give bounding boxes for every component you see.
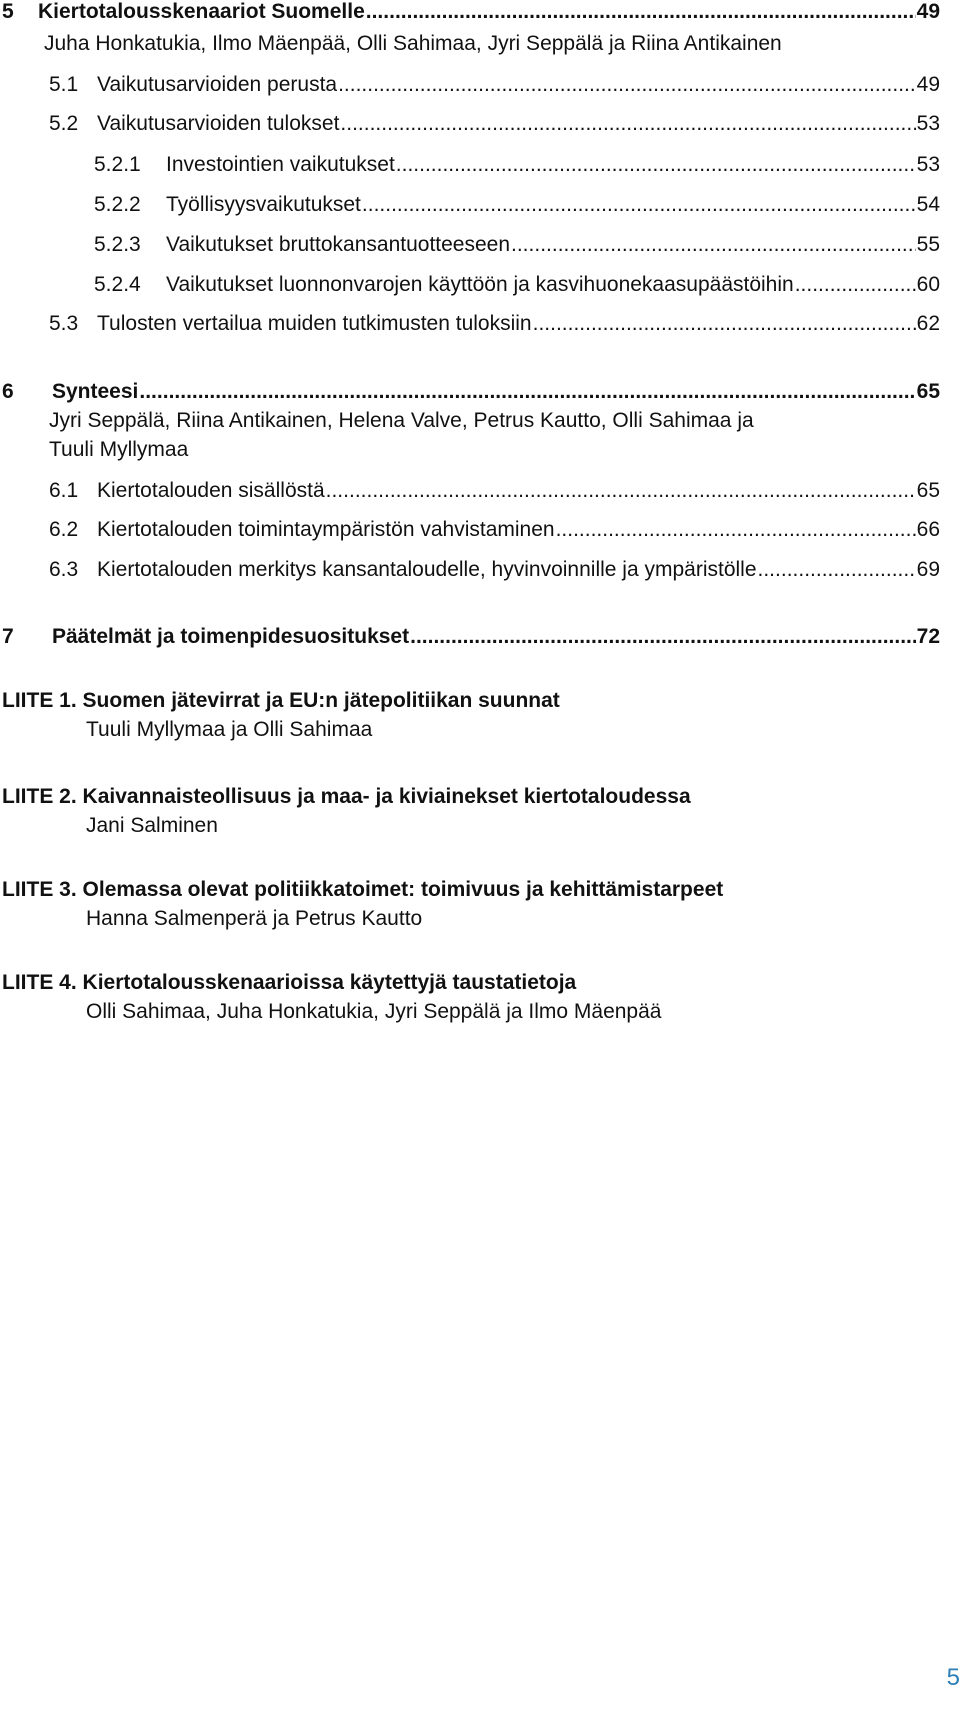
toc-number: 6.3 [49,558,79,581]
toc-number: 5.2.3 [94,233,141,256]
toc-page-number: 65 [916,479,940,502]
toc-page-number: 60 [916,273,940,296]
dot-leader [366,0,916,24]
toc-page-number: 53 [916,153,940,176]
appendix-3-heading[interactable] [2,878,723,902]
toc-entry-6-1[interactable] [49,479,940,503]
dot-leader [795,273,916,297]
appendix-label: LIITE 1. [2,689,77,712]
toc-page-number: 65 [916,380,940,403]
toc-entry-5-1[interactable] [49,73,940,97]
toc-number: 7 [2,625,14,648]
toc-entry-6-3[interactable] [49,558,940,582]
dot-leader [340,112,915,136]
dot-leader [139,380,915,404]
toc-number: 5.2.2 [94,193,141,216]
toc-entry-5-3[interactable] [49,312,940,336]
toc-page-number: 55 [916,233,940,256]
dot-leader [326,479,916,503]
toc-number: 5.2.1 [94,153,141,176]
toc-page-number: 69 [916,558,940,581]
toc-entry-5-2-1[interactable] [94,153,940,177]
toc-entry-5-2-2[interactable] [94,193,940,217]
toc-title: Kiertotalousskenaariot Suomelle [38,0,365,23]
dot-leader [758,558,916,582]
toc-title: Päätelmät ja toimenpidesuositukset [52,625,410,648]
toc-page-number: 72 [916,625,940,648]
toc-title: Vaikutusarvioiden perusta [97,73,338,96]
appendix-label: LIITE 4. [2,971,77,994]
page-number: 5 [946,1664,960,1691]
dot-leader [556,518,916,542]
appendix-title: Kiertotalousskenaarioissa käytettyjä taustatietoja [82,971,577,994]
appendix-authors: Hanna Salmenperä ja Petrus Kautto [86,907,423,930]
dot-leader [338,73,916,97]
toc-number: 6.1 [49,479,79,502]
toc-page-number: 49 [916,73,940,96]
toc-title: Kiertotalouden sisällöstä [97,479,325,502]
toc-title: Työllisyysvaikutukset [166,193,361,216]
toc-entry-6-2[interactable] [49,518,940,542]
toc-title: Synteesi [52,380,139,403]
toc-number: 5 [2,0,14,23]
dot-leader [533,312,916,336]
toc-title: Vaikutusarvioiden tulokset [97,112,340,135]
toc-number: 5.3 [49,312,79,335]
toc-number: 6 [2,380,14,403]
appendix-authors: Olli Sahimaa, Juha Honkatukia, Jyri Seppälä ja Ilmo Mäenpää [86,1000,662,1023]
toc-entry-ch5[interactable] [2,0,940,24]
appendix-authors: Jani Salminen [86,814,218,837]
toc-title: Kiertotalouden toimintaympäristön vahvistaminen [97,518,555,541]
toc-title: Kiertotalouden merkitys kansantaloudelle, hyvinvoinnille ja ympäristölle [97,558,757,581]
toc-entry-5-2-3[interactable] [94,233,940,257]
chapter-authors: Jyri Seppälä, Riina Antikainen, Helena Valve, Petrus Kautto, Olli Sahimaa ja [49,409,754,432]
toc-number: 5.2 [49,112,79,135]
toc-number: 5.1 [49,73,79,96]
dot-leader [511,233,916,257]
appendix-title: Olemassa olevat politiikkatoimet: toimivuus ja kehittämistarpeet [82,878,724,901]
toc-page-number: 62 [916,312,940,335]
toc-entry-ch7[interactable] [2,625,940,649]
dot-leader [396,153,916,177]
toc-entry-5-2-4[interactable] [94,273,940,297]
appendix-label: LIITE 3. [2,878,77,901]
dot-leader [410,625,916,649]
chapter-authors: Juha Honkatukia, Ilmo Mäenpää, Olli Sahimaa, Jyri Seppälä ja Riina Antikainen [44,32,782,55]
appendix-title: Suomen jätevirrat ja EU:n jätepolitiikan suunnat [82,689,560,712]
toc-number: 6.2 [49,518,79,541]
toc-page-number: 54 [916,193,940,216]
appendix-authors: Tuuli Myllymaa ja Olli Sahimaa [86,718,373,741]
toc-page-number: 66 [916,518,940,541]
toc-title: Tulosten vertailua muiden tutkimusten tuloksiin [97,312,532,335]
chapter-authors: Tuuli Myllymaa [49,438,189,461]
appendix-2-heading[interactable] [2,785,691,809]
appendix-label: LIITE 2. [2,785,77,808]
toc-number: 5.2.4 [94,273,141,296]
appendix-1-heading[interactable] [2,689,560,713]
appendix-title: Kaivannaisteollisuus ja maa- ja kiviainekset kiertotaloudessa [82,785,691,808]
toc-title: Investointien vaikutukset [166,153,395,176]
toc-title: Vaikutukset bruttokansantuotteeseen [166,233,511,256]
appendix-4-heading[interactable] [2,971,576,995]
toc-entry-ch6[interactable] [2,380,940,404]
toc-title: Vaikutukset luonnonvarojen käyttöön ja kasvihuonekaasupäästöihin [166,273,794,296]
toc-page-number: 49 [916,0,940,23]
toc-entry-5-2[interactable] [49,112,940,136]
toc-page-number: 53 [916,112,940,135]
dot-leader [362,193,916,217]
